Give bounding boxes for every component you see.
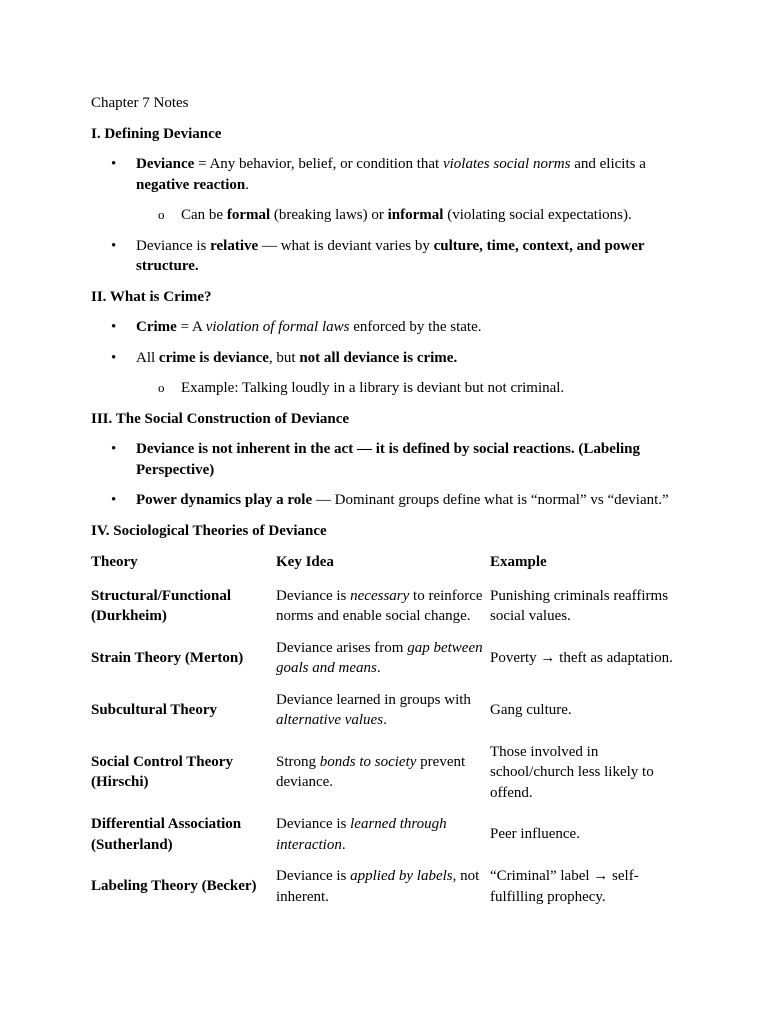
theory-cell: Strain Theory (Merton) [91,649,244,666]
key-idea-text: Deviance is [276,587,351,604]
key-idea-italic: alternative values [276,712,384,728]
bullet-bold: not all deviance is crime. [299,349,458,366]
example-cell: Peer influence. [490,826,580,843]
chapter-title: Chapter 7 Notes [91,95,189,111]
list-item [91,154,681,195]
key-idea-italic: gap between goals and means [276,639,483,676]
bullet-bold: crime is deviance [158,349,269,366]
sub-bullet-marker: o [158,207,165,222]
key-idea-text: Deviance is [276,868,351,884]
example-cell: “Criminal” label → self-fulfilling prophecy. [490,868,639,905]
key-idea-italic: applied by labels [350,868,453,884]
bullet-marker: • [111,492,117,508]
bullet-text: and elicits a [570,156,646,172]
bullet-text: , but [268,349,300,366]
key-idea-cell [276,685,490,737]
section-heading-what-is-crime: II. What is Crime? [91,288,212,305]
bullet-text: . [245,176,250,193]
sub-bullet-bold: formal [226,207,271,223]
bullet-marker: • [111,319,117,335]
key-idea-italic: necessary [350,587,410,604]
column-header-theory: Theory [91,554,138,570]
bullet-text: = A [176,319,206,335]
list-item [91,490,681,511]
sub-bullet-marker: o [158,380,165,395]
term-crime: Crime [136,319,177,335]
sub-list-item [91,205,681,226]
bullet-bold: culture, time, context, and power structure. [136,237,645,274]
sub-list-item [91,378,681,399]
bullet-italic: violation of formal laws [205,319,350,335]
key-idea-cell [276,581,490,633]
key-idea-text: prevent deviance. [276,753,466,791]
section-heading-social-construction: III. The Social Construction of Deviance [91,410,350,427]
theory-cell: Structural/Functional (Durkheim) [91,587,232,624]
bullet-text: — what is deviant varies by [258,237,434,254]
bullet-marker: • [111,441,117,457]
key-idea-italic: learned through interaction [276,816,447,853]
key-idea-text: to reinforce norms and enable social change. [276,587,483,624]
key-idea-text: . [383,712,387,728]
column-header-example: Example [490,554,547,570]
key-idea-text: . [341,836,346,853]
bullet-bold: Deviance is not inherent in the act — it is defined by social reactions. (Labeling Perspective) [136,441,641,478]
bullet-text: — Dominant groups define what is “normal” vs “deviant.” [312,492,669,508]
key-idea-text: Deviance learned in groups with [276,691,471,708]
list-item [91,348,681,369]
bullet-bold: Power dynamics play a role [136,492,313,508]
theory-cell: Social Control Theory (Hirschi) [91,753,233,791]
key-idea-text: , not inherent. [276,868,480,905]
table-row [91,737,681,810]
key-idea-italic: bonds to society [319,753,417,770]
key-idea-cell [276,737,490,810]
sub-bullet-text: (breaking laws) or [270,207,388,223]
table-row [91,685,681,737]
bullet-marker: • [111,237,117,254]
key-idea-cell [276,633,490,685]
example-cell: Those involved in school/church less likely to offend. [490,743,654,801]
bullet-list-defining-deviance [91,154,681,277]
bullet-list-what-is-crime [91,317,681,399]
theory-cell: Labeling Theory (Becker) [91,878,257,895]
section-heading-defining-deviance: I. Defining Deviance [91,125,222,142]
section-heading-theories: IV. Sociological Theories of Deviance [91,522,327,539]
bullet-text: enforced by the state. [349,319,482,335]
bullet-marker: • [111,156,117,172]
list-item [91,439,681,480]
theories-table [91,547,681,913]
bullet-text: Deviance is [136,237,211,254]
key-idea-cell [276,809,490,861]
key-idea-text: Deviance is [276,816,351,832]
bullet-italic: violates social norms [442,156,571,172]
theory-cell: Subcultural Theory [91,701,217,718]
example-cell: Gang culture. [490,701,572,718]
table-header-row [91,547,681,581]
sub-bullet-text: Example: Talking loudly in a library is deviant but not criminal. [181,380,565,396]
table-row [91,809,681,861]
example-cell: Punishing criminals reaffirms social values. [490,587,669,624]
sub-bullet-bold: informal [387,207,444,223]
example-cell: Poverty → theft as adaptation. [490,649,673,666]
table-row [91,633,681,685]
theory-cell: Differential Association (Sutherland) [91,816,242,853]
bullet-bold: negative reaction [136,176,246,193]
column-header-key-idea: Key Idea [276,554,334,570]
term-deviance: Deviance [136,156,195,172]
sub-bullet-text: Can be [181,207,227,223]
bullet-text: = Any behavior, belief, or condition that [194,156,443,172]
list-item [91,317,681,338]
document-body [91,93,681,913]
bullet-text: All [136,349,159,366]
table-row [91,861,681,913]
key-idea-text: Strong [276,753,320,770]
key-idea-cell [276,861,490,913]
list-item [91,236,681,277]
bullet-list-social-construction [91,439,681,511]
bullet-marker: • [111,349,117,366]
sub-bullet-text: (violating social expectations). [443,207,632,223]
table-row [91,581,681,633]
key-idea-text: Deviance arises from [276,639,408,656]
bullet-bold: relative [210,237,259,254]
key-idea-text: . [376,660,381,676]
